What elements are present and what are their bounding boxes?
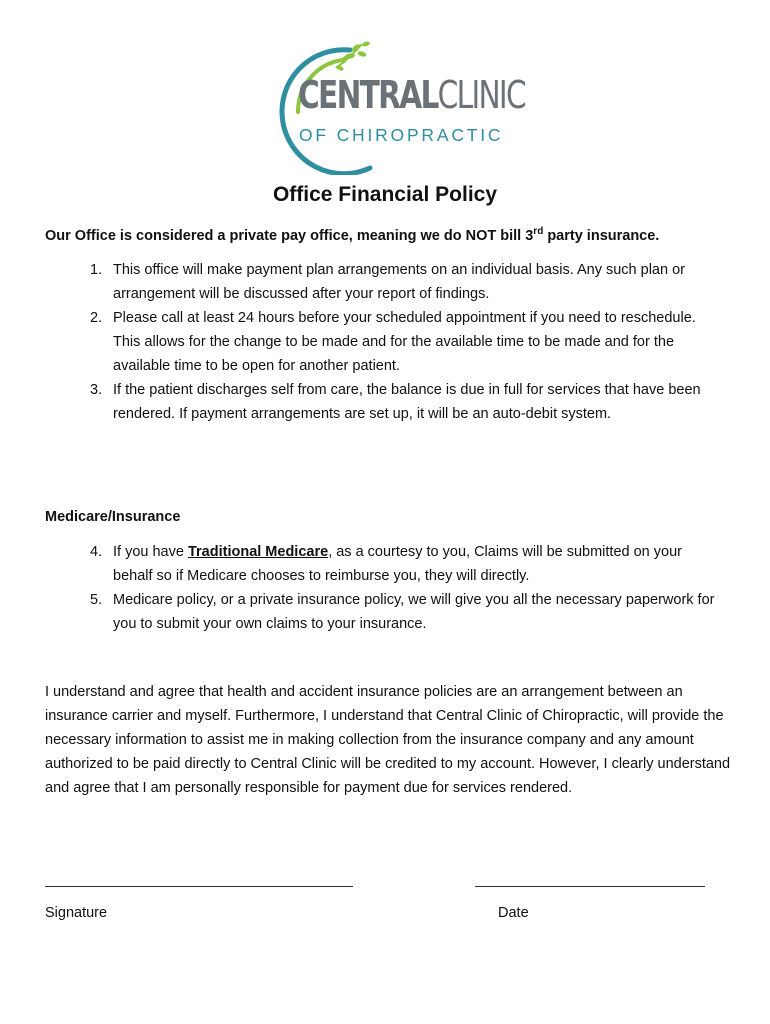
list-number: 3.: [90, 382, 103, 398]
logo-word-central: CENTRAL: [298, 73, 438, 117]
page-title: Office Financial Policy: [272, 183, 498, 206]
list-item-text: If the patient discharges self from care, the balance is due in full for services that have been rendered. If payment arrangements are set up, it will be an auto-debit system.: [113, 382, 701, 422]
logo-tagline: OF CHIROPRACTIC: [299, 125, 504, 145]
logo-wordmark: [298, 73, 525, 117]
signature-line[interactable]: [45, 886, 353, 887]
medicare-list: [45, 540, 725, 636]
list-item-text: Please call at least 24 hours before your scheduled appointment if you need to reschedule. This allows for the change to be made and for the available time to be made and for the available time to be open for another patient.: [113, 310, 696, 374]
intro-text: Our Office is considered a private pay office, meaning we do NOT bill 3: [45, 228, 534, 244]
policy-list: [45, 258, 725, 426]
list-item: [45, 378, 725, 426]
list-item: [45, 306, 725, 378]
list-item-text-end: , as a courtesy to you, Claims will be submitted on your behalf so if Medicare chooses to reimburse you, they will directly.: [113, 544, 682, 584]
logo-word-clinic: CLINIC: [437, 73, 525, 117]
list-item-text: This office will make payment plan arrangements on an individual basis. Any such plan or arrangement will be discussed after your report of findings.: [113, 262, 685, 302]
date-line[interactable]: [475, 886, 705, 887]
medicare-heading: Medicare/Insurance: [45, 509, 181, 525]
list-item-text: If you have: [113, 544, 188, 560]
list-item: [45, 258, 725, 306]
intro-statement: [45, 225, 745, 247]
signature-label: Signature: [45, 905, 108, 921]
list-item: [45, 540, 725, 588]
agreement-paragraph: I understand and agree that health and accident insurance policies are an arrangement between an insurance carrier and myself. Furthermore, I understand that Central Clinic of Chiropractic, will provide the necessary information to assist me in making collection from the insurance company and any amount authorized to be paid directly to Central Clinic will be credited to my account. However, I clearly understand and agree that I am personally responsible for payment due for services rendered.: [45, 684, 731, 796]
list-number: 2.: [90, 310, 103, 326]
list-item: [45, 588, 725, 636]
traditional-medicare-emphasis: Traditional Medicare: [187, 544, 329, 560]
clinic-logo: [258, 40, 525, 175]
list-number: 4.: [90, 544, 103, 560]
date-label: Date: [498, 905, 529, 921]
list-number: 5.: [90, 592, 103, 608]
list-item-text: Medicare policy, or a private insurance policy, we will give you all the necessary paperwork for you to submit your own claims to your insurance.: [113, 592, 715, 632]
intro-text-end: party insurance.: [543, 228, 660, 244]
intro-superscript: rd: [533, 226, 544, 237]
list-number: 1.: [90, 262, 103, 278]
